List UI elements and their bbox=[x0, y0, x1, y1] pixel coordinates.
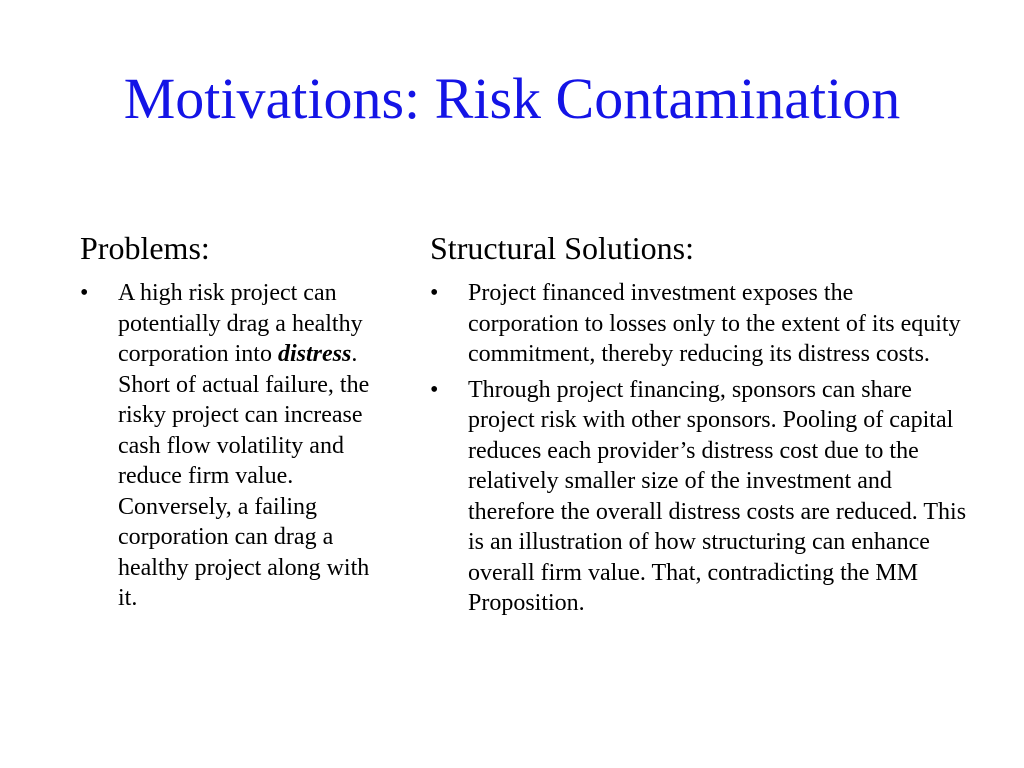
problem-text-start: A high risk project can potentially drag a healthy corporation into bbox=[118, 280, 363, 367]
list-item bbox=[80, 278, 390, 614]
solutions-column bbox=[430, 228, 990, 624]
problem-text-end: . Short of actual failure, the risky project can increase cash flow volatility and reduce firm value. Conversely, a failing corporation can drag a healthy project along with it. bbox=[118, 341, 370, 611]
solutions-heading: Structural Solutions: bbox=[430, 230, 694, 266]
emphasized-term: distress bbox=[277, 341, 352, 367]
list-item bbox=[430, 375, 968, 619]
problems-list bbox=[80, 278, 390, 614]
problems-heading: Problems: bbox=[80, 230, 210, 266]
list-item bbox=[430, 278, 968, 370]
bullet-icon: • bbox=[430, 376, 439, 403]
bullet-icon: • bbox=[80, 280, 89, 306]
slide-title: Motivations: Risk Contamination bbox=[123, 66, 901, 131]
problems-column bbox=[80, 228, 390, 619]
solution-text: Project financed investment exposes the corporation to losses only to the extent of its equity commitment, thereby reducing its distress costs. bbox=[468, 280, 961, 367]
solution-text: Through project financing, sponsors can share project risk with other sponsors. Pooling of capital reduces each provider’s distress cost due to the relatively smaller size of the investment and therefore the overall distress costs are reduced. This is an illustration of how structuring can enhance overall firm value. That, contradicting the MM Proposition. bbox=[468, 376, 967, 616]
bullet-icon: • bbox=[430, 280, 439, 306]
solutions-list bbox=[430, 278, 990, 619]
